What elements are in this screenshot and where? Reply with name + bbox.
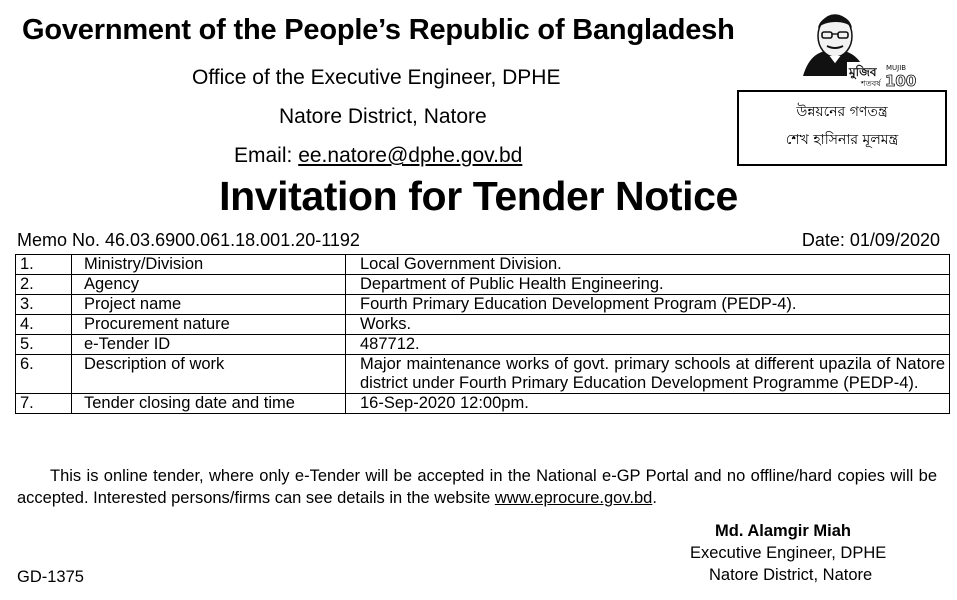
table-row — [16, 315, 950, 335]
row-label: Description of work — [72, 355, 346, 394]
row-label: e-Tender ID — [72, 335, 346, 355]
table-row — [16, 295, 950, 315]
row-number: 2. — [16, 275, 72, 295]
row-number: 6. — [16, 355, 72, 394]
table-row — [16, 394, 950, 414]
svg-text:শতবর্ষ: শতবর্ষ — [861, 79, 881, 88]
slogan-box — [737, 90, 947, 166]
table-row — [16, 355, 950, 394]
portrait-emblem-icon — [789, 6, 917, 90]
row-value: Major maintenance works of govt. primary schools at different upazila of Natore district under Fourth Primary Education Development Programme (PEDP-4). — [346, 355, 950, 394]
email-link[interactable]: ee.natore@dphe.gov.bd — [298, 144, 523, 167]
row-label: Project name — [72, 295, 346, 315]
svg-text:মুজিব: মুজিব — [849, 65, 877, 79]
svg-text:100: 100 — [885, 72, 917, 90]
row-number: 5. — [16, 335, 72, 355]
row-label: Procurement nature — [72, 315, 346, 335]
row-value: Department of Public Health Engineering. — [346, 275, 950, 295]
note-text: This is online tender, where only e-Tender will be accepted in the National e-GP Portal and no offline/hard copies will be accepted. Interested persons/firms can see details in the website — [17, 467, 937, 507]
note-end: . — [652, 489, 657, 507]
slogan-line-1: উন্নয়নের গণতন্ত্র — [796, 104, 888, 120]
gd-code: GD-1375 — [17, 568, 84, 586]
office-name: Office of the Executive Engineer, DPHE — [192, 66, 561, 89]
memo-number: Memo No. 46.03.6900.061.18.001.20-1192 — [17, 230, 360, 250]
row-label: Ministry/Division — [72, 255, 346, 275]
row-value: Fourth Primary Education Development Program (PEDP-4). — [346, 295, 950, 315]
signatory-district: Natore District, Natore — [709, 566, 873, 584]
office-district: Natore District, Natore — [279, 105, 487, 128]
signature-block — [690, 520, 930, 586]
website-link[interactable]: www.eprocure.gov.bd — [494, 489, 653, 507]
row-number: 7. — [16, 394, 72, 414]
slogan-line-2: শেখ হাসিনার মূলমন্ত্র — [785, 132, 899, 148]
row-number: 4. — [16, 315, 72, 335]
tender-details-table — [15, 254, 950, 414]
row-value: 16-Sep-2020 12:00pm. — [346, 394, 950, 414]
notice-date: Date: 01/09/2020 — [801, 230, 940, 250]
table-row — [16, 255, 950, 275]
table-row — [16, 275, 950, 295]
row-number: 1. — [16, 255, 72, 275]
row-value: Local Government Division. — [346, 255, 950, 275]
row-number: 3. — [16, 295, 72, 315]
email-label: Email: — [234, 144, 293, 167]
signatory-title: Executive Engineer, DPHE — [690, 544, 887, 562]
signatory-name: Md. Alamgir Miah — [715, 522, 851, 540]
row-label: Tender closing date and time — [72, 394, 346, 414]
row-value: Works. — [346, 315, 950, 335]
table-row — [16, 335, 950, 355]
row-label: Agency — [72, 275, 346, 295]
online-tender-note — [17, 465, 937, 509]
mujib-100-logo — [789, 6, 917, 90]
row-value: 487712. — [346, 335, 950, 355]
government-title: Government of the People’s Republic of Bangladesh — [22, 14, 735, 46]
notice-title: Invitation for Tender Notice — [219, 173, 738, 219]
email-line — [234, 144, 522, 168]
svg-text:MUJIB: MUJIB — [886, 64, 907, 72]
